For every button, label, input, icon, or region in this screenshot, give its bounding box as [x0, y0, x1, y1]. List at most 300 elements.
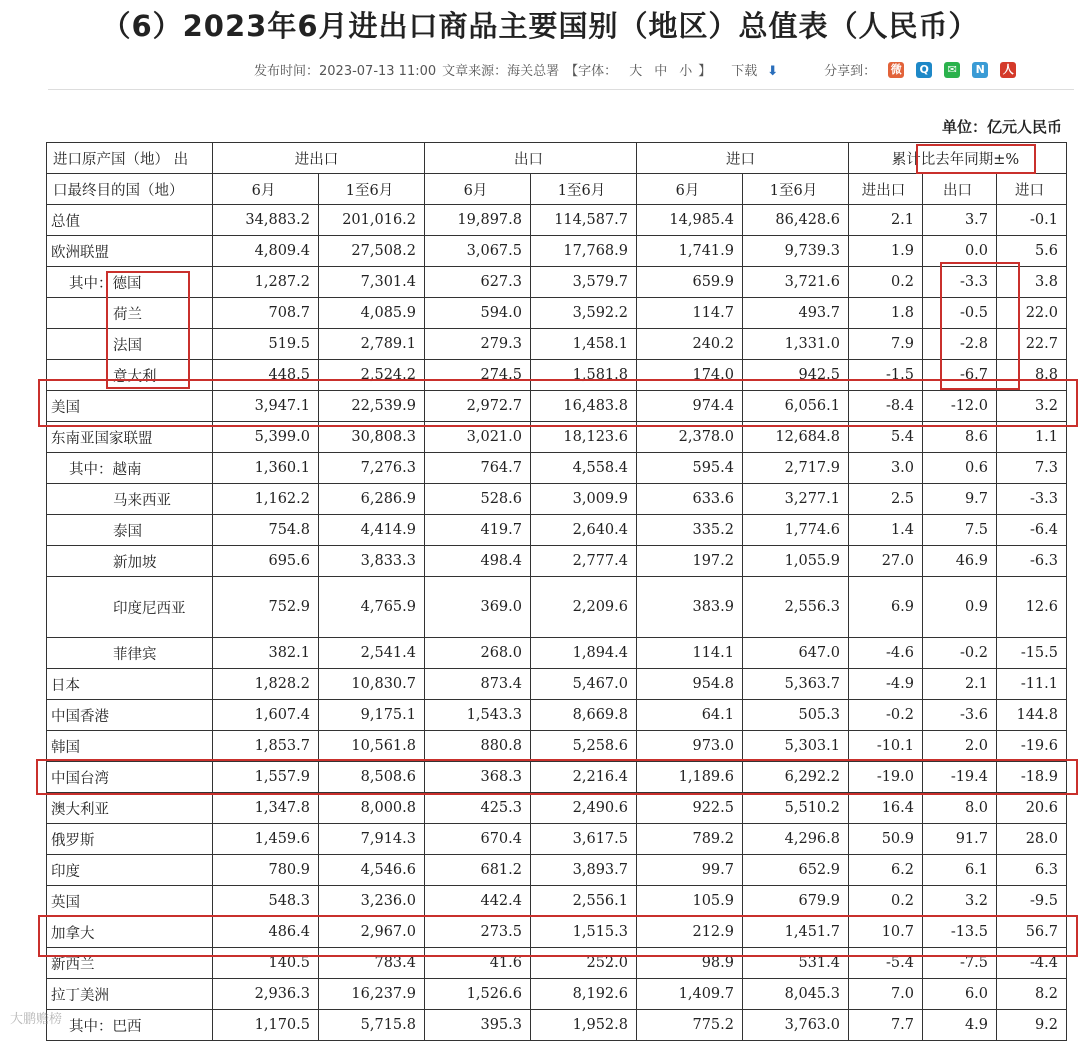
table-cell: 2.0 — [923, 731, 997, 762]
table-cell: 5,399.0 — [213, 422, 319, 453]
table-cell: 22.7 — [997, 329, 1067, 360]
table-cell: -0.1 — [997, 205, 1067, 236]
row-label: 其中：巴西 — [47, 1010, 213, 1041]
table-cell: 1,526.6 — [425, 979, 531, 1010]
table-cell: 7.9 — [849, 329, 923, 360]
table-cell: 3,763.0 — [743, 1010, 849, 1041]
renren-share-icon[interactable]: N — [972, 62, 988, 78]
row-label: 澳大利亚 — [47, 793, 213, 824]
table-cell: -0.2 — [849, 700, 923, 731]
table-cell: 880.8 — [425, 731, 531, 762]
table-cell: 8,669.8 — [531, 700, 637, 731]
table-row — [47, 762, 1067, 793]
table-cell: 2,789.1 — [319, 329, 425, 360]
table-cell: 335.2 — [637, 515, 743, 546]
table-cell: 20.6 — [997, 793, 1067, 824]
table-cell: 8.0 — [923, 793, 997, 824]
table-cell: 3,592.2 — [531, 298, 637, 329]
table-row — [47, 824, 1067, 855]
table-cell: 679.9 — [743, 886, 849, 917]
table-cell: 1,459.6 — [213, 824, 319, 855]
table-cell: 10.7 — [849, 917, 923, 948]
table-cell: -19.4 — [923, 762, 997, 793]
table-cell: 2,216.4 — [531, 762, 637, 793]
table-cell: 493.7 — [743, 298, 849, 329]
table-cell: 4,765.9 — [319, 577, 425, 638]
table-cell: -9.5 — [997, 886, 1067, 917]
corner-header-line2: 口最终目的国（地） — [47, 174, 213, 205]
table-cell: 1,828.2 — [213, 669, 319, 700]
table-cell: 2,556.1 — [531, 886, 637, 917]
table-cell: 442.4 — [425, 886, 531, 917]
table-row — [47, 267, 1067, 298]
font-size-medium-button[interactable]: 中 — [654, 64, 668, 79]
table-cell: 201,016.2 — [319, 205, 425, 236]
table-cell: 105.9 — [637, 886, 743, 917]
table-cell: 7,276.3 — [319, 453, 425, 484]
row-label: 菲律宾 — [47, 638, 213, 669]
table-cell: -19.0 — [849, 762, 923, 793]
table-cell: 5,258.6 — [531, 731, 637, 762]
table-cell: 4,085.9 — [319, 298, 425, 329]
table-cell: 3,021.0 — [425, 422, 531, 453]
table-row — [47, 917, 1067, 948]
table-cell: 19,897.8 — [425, 205, 531, 236]
table-cell: 3,893.7 — [531, 855, 637, 886]
table-cell: 18,123.6 — [531, 422, 637, 453]
table-cell: 279.3 — [425, 329, 531, 360]
table-cell: 22.0 — [997, 298, 1067, 329]
table-cell: 0.9 — [923, 577, 997, 638]
table-cell: 240.2 — [637, 329, 743, 360]
table-cell: 99.7 — [637, 855, 743, 886]
table-row — [47, 515, 1067, 546]
table-cell: 1,543.3 — [425, 700, 531, 731]
table-row — [47, 731, 1067, 762]
table-row — [47, 453, 1067, 484]
row-label: 韩国 — [47, 731, 213, 762]
table-cell: -13.5 — [923, 917, 997, 948]
table-cell: 34,883.2 — [213, 205, 319, 236]
header-row-sub — [47, 174, 1067, 205]
table-cell: 2,972.7 — [425, 391, 531, 422]
table-cell: 783.4 — [319, 948, 425, 979]
table-cell: 6.2 — [849, 855, 923, 886]
table-cell: 3,833.3 — [319, 546, 425, 577]
table-row — [47, 948, 1067, 979]
table-row — [47, 391, 1067, 422]
table-cell: 1,774.6 — [743, 515, 849, 546]
table-cell: 1,451.7 — [743, 917, 849, 948]
unit-label: 单位：亿元人民币 — [941, 118, 1062, 136]
table-cell: 2.5 — [849, 484, 923, 515]
table-cell: 531.4 — [743, 948, 849, 979]
table-cell: 144.8 — [997, 700, 1067, 731]
table-cell: 10,561.8 — [319, 731, 425, 762]
trade-table — [46, 142, 1067, 1041]
row-label: 中国香港 — [47, 700, 213, 731]
table-cell: 2,209.6 — [531, 577, 637, 638]
table-row — [47, 484, 1067, 515]
sub-header: 6月 — [425, 174, 531, 205]
table-cell: 752.9 — [213, 577, 319, 638]
table-cell: 91.7 — [923, 824, 997, 855]
table-cell: -4.9 — [849, 669, 923, 700]
table-cell: 1,557.9 — [213, 762, 319, 793]
table-cell: 7,914.3 — [319, 824, 425, 855]
table-cell: 114.1 — [637, 638, 743, 669]
table-cell: 16,483.8 — [531, 391, 637, 422]
sub-header: 1至6月 — [319, 174, 425, 205]
publish-time: 发布时间：2023-07-13 11:00 — [254, 64, 437, 79]
table-cell: 4.9 — [923, 1010, 997, 1041]
table-cell: 1,952.8 — [531, 1010, 637, 1041]
table-cell: 1,055.9 — [743, 546, 849, 577]
table-cell: 1,162.2 — [213, 484, 319, 515]
row-label: 拉丁美洲 — [47, 979, 213, 1010]
table-cell: 1,189.6 — [637, 762, 743, 793]
table-cell: 8.8 — [997, 360, 1067, 391]
table-cell: 1,409.7 — [637, 979, 743, 1010]
table-cell: 28.0 — [997, 824, 1067, 855]
table-cell: 6,056.1 — [743, 391, 849, 422]
font-size-small-button[interactable]: 小 — [679, 64, 693, 79]
table-cell: -3.6 — [923, 700, 997, 731]
table-cell: 594.0 — [425, 298, 531, 329]
table-cell: 1.4 — [849, 515, 923, 546]
table-cell: 670.4 — [425, 824, 531, 855]
table-cell: -12.0 — [923, 391, 997, 422]
table-cell: 1,607.4 — [213, 700, 319, 731]
table-cell: 3,236.0 — [319, 886, 425, 917]
table-cell: 3,617.5 — [531, 824, 637, 855]
table-cell: -6.3 — [997, 546, 1067, 577]
header-divider — [48, 89, 1074, 90]
download-arrow-icon: ⬇ — [767, 64, 779, 79]
table-cell: 9,175.1 — [319, 700, 425, 731]
table-cell: 633.6 — [637, 484, 743, 515]
table-cell: 3.2 — [997, 391, 1067, 422]
table-row — [47, 236, 1067, 267]
row-label: 荷兰 — [47, 298, 213, 329]
qq-share-icon[interactable]: Q — [916, 62, 932, 78]
table-cell: 1.1 — [997, 422, 1067, 453]
table-cell: 4,414.9 — [319, 515, 425, 546]
table-cell: 647.0 — [743, 638, 849, 669]
table-row — [47, 422, 1067, 453]
table-cell: 0.0 — [923, 236, 997, 267]
watermark: 大鹏赡榜 — [10, 1012, 63, 1027]
table-cell: 369.0 — [425, 577, 531, 638]
table-cell: 17,768.9 — [531, 236, 637, 267]
table-cell: 419.7 — [425, 515, 531, 546]
table-cell: 3.7 — [923, 205, 997, 236]
table-cell: 41.6 — [425, 948, 531, 979]
table-cell: 6,292.2 — [743, 762, 849, 793]
table-cell: 64.1 — [637, 700, 743, 731]
table-cell: 5,303.1 — [743, 731, 849, 762]
article-source: 文章来源：海关总署 — [442, 64, 560, 79]
table-cell: 3,277.1 — [743, 484, 849, 515]
table-cell: 7.0 — [849, 979, 923, 1010]
share-label: 分享到： — [824, 64, 877, 79]
table-cell: 1,347.8 — [213, 793, 319, 824]
table-cell: -3.3 — [923, 267, 997, 298]
table-row — [47, 855, 1067, 886]
table-cell: -6.7 — [923, 360, 997, 391]
row-label: 英国 — [47, 886, 213, 917]
row-label: 印度 — [47, 855, 213, 886]
table-cell: 922.5 — [637, 793, 743, 824]
table-cell: 8.6 — [923, 422, 997, 453]
table-cell: 2,541.4 — [319, 638, 425, 669]
table-cell: -3.3 — [997, 484, 1067, 515]
table-cell: 46.9 — [923, 546, 997, 577]
sub-header: 6月 — [213, 174, 319, 205]
table-row — [47, 298, 1067, 329]
row-label: 其中：越南 — [47, 453, 213, 484]
table-cell: 486.4 — [213, 917, 319, 948]
table-cell: 3,009.9 — [531, 484, 637, 515]
table-cell: 7,301.4 — [319, 267, 425, 298]
table-cell: 1,287.2 — [213, 267, 319, 298]
table-cell: 2,640.4 — [531, 515, 637, 546]
row-label: 法国 — [47, 329, 213, 360]
font-size-label: 【字体： — [565, 64, 618, 79]
table-cell: -8.4 — [849, 391, 923, 422]
table-cell: -10.1 — [849, 731, 923, 762]
table-cell: 0.6 — [923, 453, 997, 484]
table-cell: 659.9 — [637, 267, 743, 298]
table-cell: -7.5 — [923, 948, 997, 979]
table-row — [47, 700, 1067, 731]
table-cell: -4.4 — [997, 948, 1067, 979]
table-cell: 3.8 — [997, 267, 1067, 298]
table-cell: 22,539.9 — [319, 391, 425, 422]
row-label: 意大利 — [47, 360, 213, 391]
table-cell: 4,558.4 — [531, 453, 637, 484]
table-cell: 8,000.8 — [319, 793, 425, 824]
table-cell: 9.2 — [997, 1010, 1067, 1041]
table-cell: 681.2 — [425, 855, 531, 886]
table-cell: 30,808.3 — [319, 422, 425, 453]
table-cell: 7.5 — [923, 515, 997, 546]
table-row — [47, 1010, 1067, 1041]
table-cell: 140.5 — [213, 948, 319, 979]
table-cell: 395.3 — [425, 1010, 531, 1041]
weibo-share-icon[interactable]: 微 — [888, 62, 904, 78]
table-cell: 5,363.7 — [743, 669, 849, 700]
table-cell: 382.1 — [213, 638, 319, 669]
table-cell: 6.9 — [849, 577, 923, 638]
table-cell: 754.8 — [213, 515, 319, 546]
table-cell: 1,331.0 — [743, 329, 849, 360]
row-label: 总值 — [47, 205, 213, 236]
table-row — [47, 546, 1067, 577]
table-cell: 86,428.6 — [743, 205, 849, 236]
table-cell: -2.8 — [923, 329, 997, 360]
table-cell: 3,067.5 — [425, 236, 531, 267]
table-cell: 114,587.7 — [531, 205, 637, 236]
table-cell: 2,556.3 — [743, 577, 849, 638]
table-cell: 4,546.6 — [319, 855, 425, 886]
table-cell: 5,467.0 — [531, 669, 637, 700]
table-cell: -5.4 — [849, 948, 923, 979]
table-cell: 498.4 — [425, 546, 531, 577]
table-cell: -18.9 — [997, 762, 1067, 793]
table-cell: 425.3 — [425, 793, 531, 824]
table-cell: 56.7 — [997, 917, 1067, 948]
table-cell: 1,894.4 — [531, 638, 637, 669]
font-size-large-button[interactable]: 大 — [629, 64, 643, 79]
table-cell: -4.6 — [849, 638, 923, 669]
table-cell: 27,508.2 — [319, 236, 425, 267]
table-cell: 942.5 — [743, 360, 849, 391]
table-cell: 8.2 — [997, 979, 1067, 1010]
table-cell: 2,717.9 — [743, 453, 849, 484]
table-cell: 16,237.9 — [319, 979, 425, 1010]
table-row — [47, 979, 1067, 1010]
group-header: 累计比去年同期±% — [849, 143, 1067, 174]
table-cell: 3.2 — [923, 886, 997, 917]
table-cell: 652.9 — [743, 855, 849, 886]
row-label: 马来西亚 — [47, 484, 213, 515]
table-row — [47, 329, 1067, 360]
table-cell: 764.7 — [425, 453, 531, 484]
row-label: 欧洲联盟 — [47, 236, 213, 267]
table-cell: 2,490.6 — [531, 793, 637, 824]
row-label: 东南亚国家联盟 — [47, 422, 213, 453]
table-cell: 3,721.6 — [743, 267, 849, 298]
table-cell: 1,581.8 — [531, 360, 637, 391]
table-cell: 10,830.7 — [319, 669, 425, 700]
sub-header: 6月 — [637, 174, 743, 205]
table-cell: 6.1 — [923, 855, 997, 886]
table-cell: -15.5 — [997, 638, 1067, 669]
article-meta — [254, 60, 1022, 79]
table-cell: 5,715.8 — [319, 1010, 425, 1041]
row-label: 日本 — [47, 669, 213, 700]
table-cell: 12,684.8 — [743, 422, 849, 453]
table-cell: 708.7 — [213, 298, 319, 329]
table-cell: 12.6 — [997, 577, 1067, 638]
table-cell: 448.5 — [213, 360, 319, 391]
row-label: 中国台湾 — [47, 762, 213, 793]
row-label: 新西兰 — [47, 948, 213, 979]
table-cell: 2,378.0 — [637, 422, 743, 453]
table-cell: 2.1 — [849, 205, 923, 236]
group-header: 出口 — [425, 143, 637, 174]
table-cell: 973.0 — [637, 731, 743, 762]
table-cell: 2,777.4 — [531, 546, 637, 577]
sub-header: 1至6月 — [531, 174, 637, 205]
download-label: 下载 — [731, 64, 758, 79]
table-cell: 14,985.4 — [637, 205, 743, 236]
table-cell: 2.1 — [923, 669, 997, 700]
group-header: 进口 — [637, 143, 849, 174]
page-title: （6）2023年6月进出口商品主要国别（地区）总值表（人民币） — [101, 9, 979, 43]
table-body — [47, 205, 1067, 1041]
font-size-end: 】 — [698, 64, 712, 79]
pdf-share-icon[interactable]: 人 — [1000, 62, 1016, 78]
wechat-share-icon[interactable]: ✉ — [944, 62, 960, 78]
table-cell: -11.1 — [997, 669, 1067, 700]
table-cell: 2,524.2 — [319, 360, 425, 391]
table-cell: 274.5 — [425, 360, 531, 391]
table-cell: 5.4 — [849, 422, 923, 453]
table-cell: 519.5 — [213, 329, 319, 360]
table-cell: 974.4 — [637, 391, 743, 422]
table-cell: 368.3 — [425, 762, 531, 793]
table-cell: 9,739.3 — [743, 236, 849, 267]
download-link[interactable] — [731, 60, 784, 79]
row-label: 其中：德国 — [47, 267, 213, 298]
table-cell: -1.5 — [849, 360, 923, 391]
table-cell: 873.4 — [425, 669, 531, 700]
table-cell: 2,967.0 — [319, 917, 425, 948]
table-cell: 3.0 — [849, 453, 923, 484]
table-cell: 383.9 — [637, 577, 743, 638]
sub-header: 出口 — [923, 174, 997, 205]
table-cell: 5,510.2 — [743, 793, 849, 824]
table-row — [47, 793, 1067, 824]
table-cell: 16.4 — [849, 793, 923, 824]
table-cell: 9.7 — [923, 484, 997, 515]
table-cell: 8,192.6 — [531, 979, 637, 1010]
table-cell: 98.9 — [637, 948, 743, 979]
sub-header: 进口 — [997, 174, 1067, 205]
row-label: 新加坡 — [47, 546, 213, 577]
table-cell: -0.5 — [923, 298, 997, 329]
sub-header: 1至6月 — [743, 174, 849, 205]
table-row — [47, 886, 1067, 917]
row-label: 泰国 — [47, 515, 213, 546]
table-cell: 1,741.9 — [637, 236, 743, 267]
table-cell: 212.9 — [637, 917, 743, 948]
table-cell: 780.9 — [213, 855, 319, 886]
table-cell: 7.7 — [849, 1010, 923, 1041]
table-cell: 1.8 — [849, 298, 923, 329]
table-cell: 4,296.8 — [743, 824, 849, 855]
table-cell: 8,045.3 — [743, 979, 849, 1010]
row-label: 加拿大 — [47, 917, 213, 948]
table-row — [47, 360, 1067, 391]
table-cell: 1.9 — [849, 236, 923, 267]
group-header: 进出口 — [213, 143, 425, 174]
table-cell: 695.6 — [213, 546, 319, 577]
row-label: 美国 — [47, 391, 213, 422]
table-cell: 3,947.1 — [213, 391, 319, 422]
table-cell: 273.5 — [425, 917, 531, 948]
table-row — [47, 577, 1067, 638]
table-cell: -19.6 — [997, 731, 1067, 762]
table-cell: 174.0 — [637, 360, 743, 391]
table-cell: 548.3 — [213, 886, 319, 917]
table-cell: 2,936.3 — [213, 979, 319, 1010]
table-cell: 5.6 — [997, 236, 1067, 267]
row-label: 印度尼西亚 — [47, 577, 213, 638]
table-cell: 528.6 — [425, 484, 531, 515]
table-cell: 6,286.9 — [319, 484, 425, 515]
row-label: 俄罗斯 — [47, 824, 213, 855]
table-cell: -0.2 — [923, 638, 997, 669]
table-cell: 954.8 — [637, 669, 743, 700]
table-cell: 775.2 — [637, 1010, 743, 1041]
table-cell: 595.4 — [637, 453, 743, 484]
table-cell: 252.0 — [531, 948, 637, 979]
table-cell: 27.0 — [849, 546, 923, 577]
table-cell: 6.0 — [923, 979, 997, 1010]
